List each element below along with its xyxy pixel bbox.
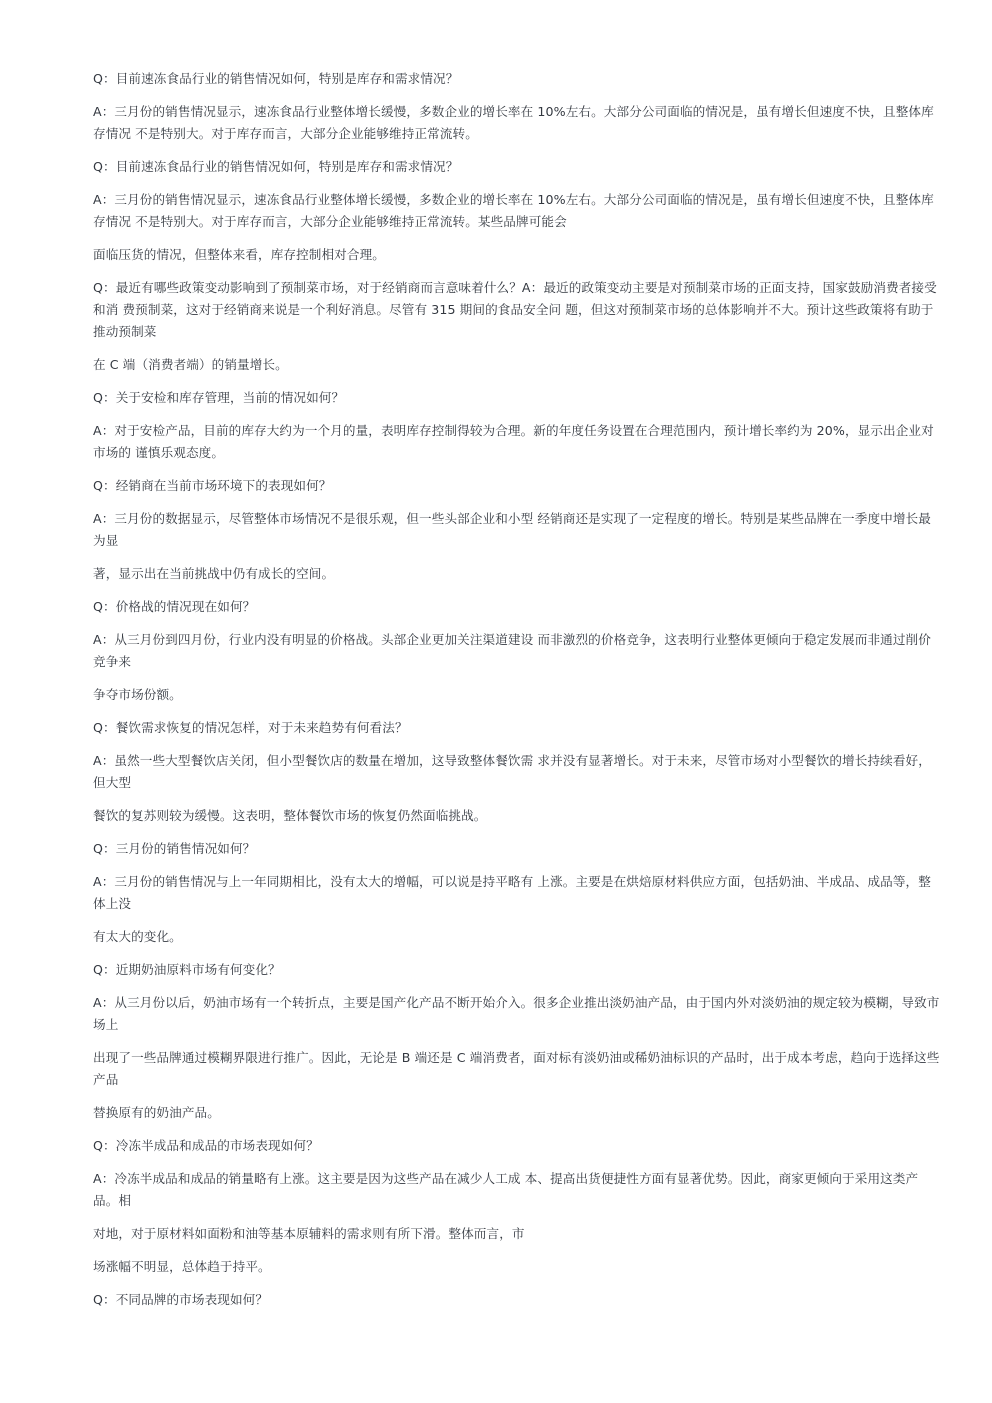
answer-1: A：三月份的销售情况显示，速冻食品行业整体增长缓慢，多数企业的增长率在 10%左右。大部分公司面临的情况是，虽有增长但速度不快，且整体库存情况 不是特别大。对于库存而言，大部分企业能够维持正常流转。 bbox=[93, 104, 934, 141]
answer-9-end: 替换原有的奶油产品。 bbox=[93, 1105, 220, 1120]
answer-10-continued: 对地，对于原材料如面粉和油等基本原辅料的需求则有所下滑。整体而言，市 bbox=[93, 1226, 525, 1241]
question-1: Q：目前速冻食品行业的销售情况如何，特别是库存和需求情况？ bbox=[93, 71, 459, 86]
answer-9-continued: 出现了一些品牌通过模糊界限进行推广。因此，无论是 B 端还是 C 端消费者，面对标有淡奶油或稀奶油标识的产品时，出于成本考虑，趋向于选择这些产品 bbox=[93, 1050, 940, 1087]
answer-3-continued: 在 C 端（消费者端）的销量增长。 bbox=[93, 357, 288, 372]
answer-10-end: 场涨幅不明显，总体趋于持平。 bbox=[93, 1259, 271, 1274]
answer-9: A：从三月份以后，奶油市场有一个转折点，主要是国产化产品不断开始介入。很多企业推出淡奶油产品，由于国内外对淡奶油的规定较为模糊，导致市场上 bbox=[93, 995, 940, 1032]
question-2: Q：目前速冻食品行业的销售情况如何，特别是库存和需求情况？ bbox=[93, 159, 459, 174]
question-5: Q：经销商在当前市场环境下的表现如何？ bbox=[93, 478, 332, 493]
question-answer-3: Q：最近有哪些政策变动影响到了预制菜市场，对于经销商而言意味着什么？A：最近的政策变动主要是对预制菜市场的正面支持，国家鼓励消费者接受和消 费预制菜，这对于经销商来说是一个利好消息。尽管有 315 期间的食品安全问 题，但这对预制菜市场的总体影响并不大。预计这些政策将有助于推动预制菜 bbox=[93, 280, 937, 339]
answer-6: A：从三月份到四月份，行业内没有明显的价格战。头部企业更加关注渠道建设 而非激烈的价格竞争，这表明行业整体更倾向于稳定发展而非通过削价竞争来 bbox=[93, 632, 931, 669]
answer-10: A：冷冻半成品和成品的销量略有上涨。这主要是因为这些产品在减少人工成 本、提高出货便捷性方面有显著优势。因此，商家更倾向于采用这类产品。相 bbox=[93, 1171, 919, 1208]
answer-6-continued: 争夺市场份额。 bbox=[93, 687, 182, 702]
answer-7-continued: 餐饮的复苏则较为缓慢。这表明，整体餐饮市场的恢复仍然面临挑战。 bbox=[93, 808, 487, 823]
answer-8-continued: 有太大的变化。 bbox=[93, 929, 182, 944]
document-page bbox=[93, 68, 943, 1322]
question-4: Q：关于安检和库存管理，当前的情况如何？ bbox=[93, 390, 345, 405]
question-7: Q：餐饮需求恢复的情况怎样，对于未来趋势有何看法？ bbox=[93, 720, 408, 735]
answer-2: A：三月份的销售情况显示，速冻食品行业整体增长缓慢，多数企业的增长率在 10%左右。大部分公司面临的情况是，虽有增长但速度不快，且整体库存情况 不是特别大。对于库存而言，大部分企业能够维持正常流转。某些品牌可能会 bbox=[93, 192, 934, 229]
question-6: Q：价格战的情况现在如何？ bbox=[93, 599, 256, 614]
answer-8: A：三月份的销售情况与上一年同期相比，没有太大的增幅，可以说是持平略有 上涨。主要是在烘焙原材料供应方面，包括奶油、半成品、成品等，整体上没 bbox=[93, 874, 931, 911]
answer-7: A：虽然一些大型餐饮店关闭，但小型餐饮店的数量在增加，这导致整体餐饮需 求并没有显著增长。对于未来，尽管市场对小型餐饮的增长持续看好，但大型 bbox=[93, 753, 931, 790]
question-8: Q：三月份的销售情况如何？ bbox=[93, 841, 256, 856]
answer-4: A：对于安检产品，目前的库存大约为一个月的量，表明库存控制得较为合理。新的年度任务设置在合理范围内，预计增长率约为 20%，显示出企业对市场的 谨慎乐观态度。 bbox=[93, 423, 934, 460]
answer-2-continued: 面临压货的情况，但整体来看，库存控制相对合理。 bbox=[93, 247, 385, 262]
question-11: Q：不同品牌的市场表现如何？ bbox=[93, 1292, 269, 1307]
question-9: Q：近期奶油原料市场有何变化？ bbox=[93, 962, 281, 977]
answer-5: A：三月份的数据显示，尽管整体市场情况不是很乐观，但一些头部企业和小型 经销商还是实现了一定程度的增长。特别是某些品牌在一季度中增长最为显 bbox=[93, 511, 931, 548]
answer-5-continued: 著，显示出在当前挑战中仍有成长的空间。 bbox=[93, 566, 335, 581]
question-10: Q：冷冻半成品和成品的市场表现如何？ bbox=[93, 1138, 319, 1153]
